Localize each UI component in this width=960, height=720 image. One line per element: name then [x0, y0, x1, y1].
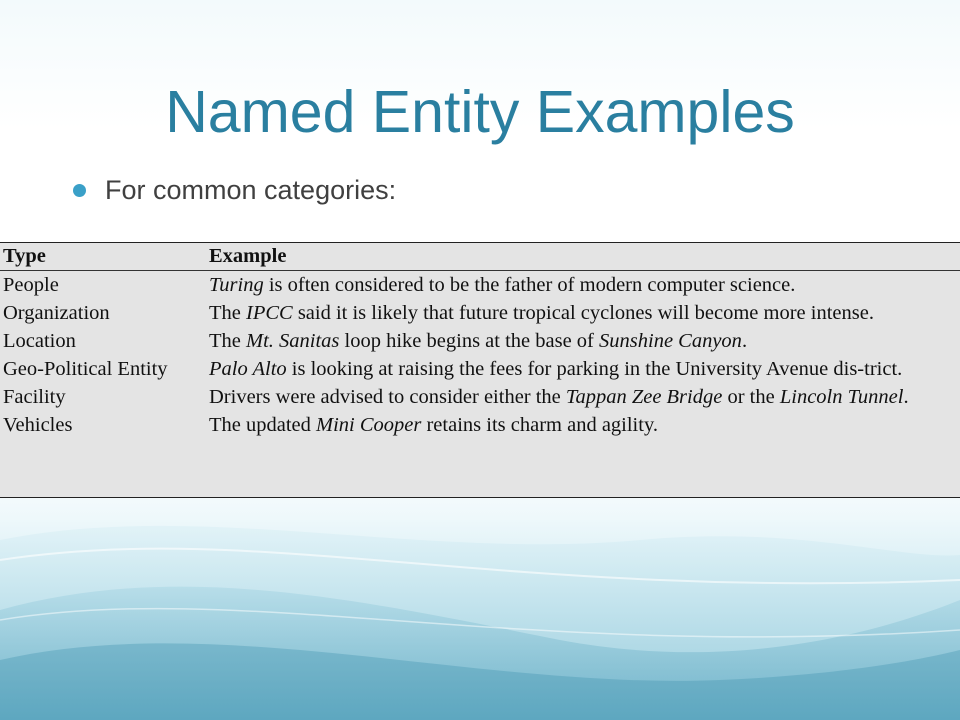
example-text: said it is likely that future tropical cyclones will become more intense. — [292, 302, 874, 324]
example-text: loop hike begins at the base of — [339, 330, 600, 352]
table-row — [0, 299, 960, 327]
bullet-dot-icon — [73, 184, 86, 197]
entity-mention: Tappan Zee Bridge — [565, 386, 723, 408]
slide-title: Named Entity Examples — [165, 79, 795, 145]
entity-mention: Turing — [209, 274, 264, 296]
column-header-example: Example — [206, 243, 960, 271]
cell-example — [206, 327, 960, 355]
example-text: or the — [722, 386, 780, 408]
entity-mention: Mt. Sanitas — [246, 330, 340, 352]
entity-mention: Palo Alto — [209, 358, 287, 380]
cell-example — [206, 411, 960, 439]
example-text: Drivers were advised to consider either the — [209, 386, 566, 408]
table-row — [0, 327, 960, 355]
example-text: The updated — [209, 414, 317, 436]
cell-type: Location — [3, 330, 76, 352]
bullet-text: For common categories: — [105, 175, 397, 205]
entity-mention: Lincoln Tunnel — [779, 386, 904, 408]
cell-type: Geo-Political Entity — [3, 358, 168, 380]
table-row — [0, 383, 960, 411]
column-header-type: Type — [0, 243, 206, 271]
example-text: . — [741, 330, 748, 352]
cell-type: Facility — [3, 386, 66, 408]
table-row — [0, 355, 960, 383]
entity-mention: Sunshine Canyon — [599, 330, 742, 352]
cell-example — [206, 271, 960, 300]
example-text: The — [209, 330, 246, 352]
example-text: . — [903, 386, 909, 408]
table-body — [0, 271, 960, 440]
entity-mention: Mini Cooper — [316, 414, 422, 436]
named-entity-table — [0, 243, 960, 439]
table-row — [0, 411, 960, 439]
cell-example — [206, 299, 960, 327]
cell-type: People — [3, 274, 59, 296]
cell-example — [206, 383, 960, 411]
example-text: retains its charm and agility. — [421, 414, 658, 436]
named-entity-table-panel — [0, 242, 960, 498]
table-row — [0, 271, 960, 300]
entity-mention: IPCC — [246, 302, 293, 324]
cell-example — [206, 355, 960, 383]
example-text: is often considered to be the father of modern computer science. — [263, 274, 796, 296]
example-text: is looking at raising the fees for parking in the University Avenue dis-trict. — [286, 358, 903, 380]
cell-type: Organization — [3, 302, 110, 324]
table-header-row — [0, 243, 960, 271]
cell-type: Vehicles — [3, 414, 73, 436]
example-text: The — [209, 302, 246, 324]
